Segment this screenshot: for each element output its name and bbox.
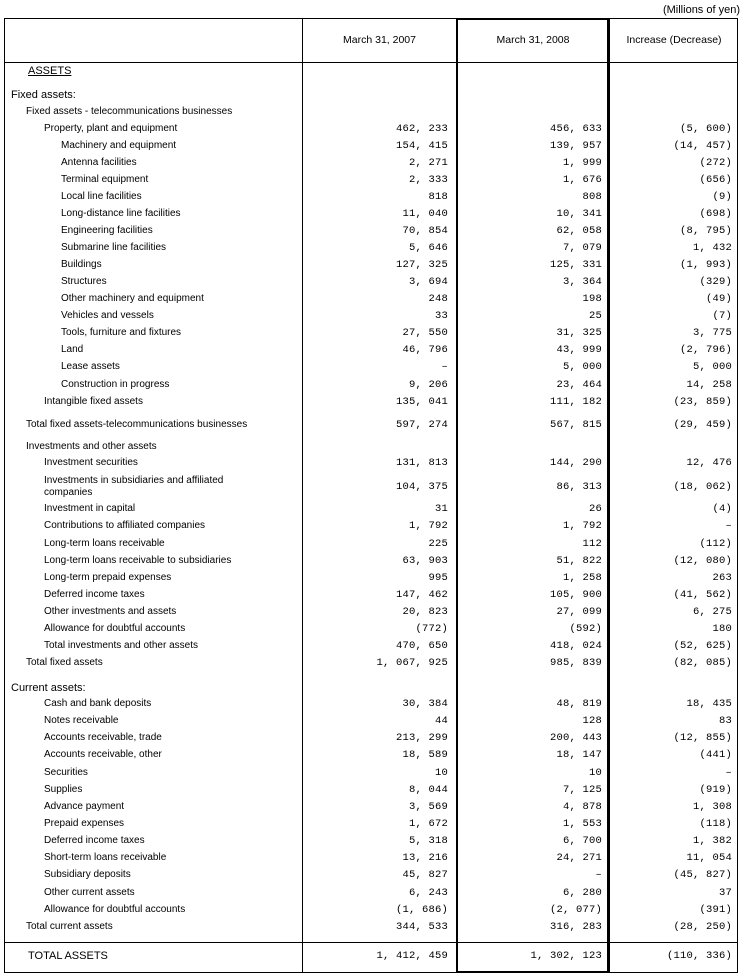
value-march-2008: 4, 878 [562,801,602,813]
table-row [4,657,738,671]
table-row [4,441,738,455]
value-march-2008: 6, 700 [562,835,602,847]
value-march-2008: (2, 077) [549,904,602,916]
table-row [4,715,738,729]
value-increase-decrease: 18, 435 [686,698,732,710]
value-march-2007: 131, 813 [395,457,448,469]
value-march-2007: 63, 903 [402,555,448,567]
row-label: Total investments and other assets [44,640,198,651]
value-march-2007: 30, 384 [402,698,448,710]
value-march-2008: 200, 443 [549,732,602,744]
value-increase-decrease: 1, 432 [692,242,732,254]
value-increase-decrease: (41, 562) [673,589,732,601]
value-march-2007: 225 [428,538,448,550]
table-row [4,503,738,517]
row-label: Buildings [61,259,102,270]
value-march-2007: 10 [434,767,448,779]
table-row [4,852,738,866]
value-march-2008: 316, 283 [549,921,602,933]
value-increase-decrease: (919) [699,784,732,796]
table-row [4,698,738,712]
value-march-2008: 6, 280 [562,887,602,899]
table-row [4,344,738,358]
value-march-2007: 135, 041 [395,396,448,408]
value-increase-decrease: (112) [699,538,732,550]
value-march-2008: 18, 147 [556,749,602,761]
table-row [4,191,738,205]
value-increase-decrease: 83 [718,715,732,727]
table-row [4,732,738,746]
value-march-2007: 127, 325 [395,259,448,271]
value-increase-decrease: – [725,520,732,532]
row-label: Long-term prepaid expenses [44,572,172,583]
row-label: Vehicles and vessels [61,310,154,321]
table-row [4,419,738,433]
value-increase-decrease: (110, 336) [666,950,732,962]
unit-label: (Millions of yen) [662,4,740,16]
value-increase-decrease: (118) [699,818,732,830]
table-row [4,310,738,324]
row-label: Other investments and assets [44,606,177,617]
value-increase-decrease: (45, 827) [673,869,732,881]
table-row [4,572,738,586]
table-row [4,921,738,935]
row-label: Property, plant and equipment [44,123,178,134]
value-march-2007: 8, 044 [408,784,448,796]
value-march-2007: 154, 415 [395,140,448,152]
table-row [4,640,738,654]
value-increase-decrease: 1, 308 [692,801,732,813]
table-row [4,950,738,964]
value-march-2008: 62, 058 [556,225,602,237]
row-label: Short-term loans receivable [44,852,167,863]
value-increase-decrease: (391) [699,904,732,916]
row-label: Allowance for doubtful accounts [44,904,186,915]
row-label: ASSETS [28,65,72,77]
value-increase-decrease: (82, 085) [673,657,732,669]
row-label: Contributions to affiliated companies [44,520,206,531]
value-march-2007: 818 [428,191,448,203]
value-increase-decrease: (12, 855) [673,732,732,744]
value-march-2008: 985, 839 [549,657,602,669]
value-march-2007: 104, 375 [395,481,448,493]
row-label: Allowance for doubtful accounts [44,623,186,634]
row-label: Investments in subsidiaries and affiliated [44,475,224,486]
value-march-2007: 33 [434,310,448,322]
table-row [4,174,738,188]
value-march-2007: 470, 650 [395,640,448,652]
row-label: Fixed assets - telecommunications businesses [26,106,233,117]
value-march-2007: 44 [434,715,448,727]
value-increase-decrease: (698) [699,208,732,220]
row-label: Accounts receivable, other [44,749,162,760]
row-label: Structures [61,276,107,287]
row-label: Investments and other assets [26,441,157,452]
value-increase-decrease: – [725,767,732,779]
value-march-2007: 5, 318 [408,835,448,847]
value-march-2007: 344, 533 [395,921,448,933]
value-march-2008: 27, 099 [556,606,602,618]
table-row [4,475,738,498]
table-row [4,225,738,239]
value-march-2007: 27, 550 [402,327,448,339]
table-row [4,555,738,569]
value-march-2008: 125, 331 [549,259,602,271]
value-march-2008: 86, 313 [556,481,602,493]
value-march-2008: – [595,869,602,881]
value-march-2007: – [441,361,448,373]
value-increase-decrease: 5, 000 [692,361,732,373]
row-label: Investment in capital [44,503,136,514]
row-label: Supplies [44,784,83,795]
header-divider [4,62,738,63]
table-row [4,276,738,290]
value-march-2007: 9, 206 [408,379,448,391]
value-march-2008: 128 [582,715,602,727]
row-label: Local line facilities [61,191,142,202]
value-march-2007: 31 [434,503,448,515]
value-increase-decrease: (8, 795) [679,225,732,237]
table-row [4,869,738,883]
row-label: Long-term loans receivable to subsidiaries [44,555,232,566]
row-label: Intangible fixed assets [44,396,143,407]
value-march-2008: 23, 464 [556,379,602,391]
value-march-2007: 46, 796 [402,344,448,356]
row-label: Terminal equipment [61,174,149,185]
value-march-2007: 248 [428,293,448,305]
row-label: Securities [44,767,88,778]
value-march-2008: 10, 341 [556,208,602,220]
table-row [4,623,738,637]
value-march-2007: 1, 412, 459 [376,950,448,962]
value-march-2007: (1, 686) [395,904,448,916]
value-march-2007: 18, 589 [402,749,448,761]
row-label: Machinery and equipment [61,140,177,151]
row-label: Tools, furniture and fixtures [61,327,182,338]
value-march-2008: 26 [588,503,602,515]
value-march-2008: 1, 999 [562,157,602,169]
table-row [4,379,738,393]
table-row [4,606,738,620]
value-march-2008: 7, 079 [562,242,602,254]
value-march-2007: 213, 299 [395,732,448,744]
value-march-2008: 24, 271 [556,852,602,864]
value-march-2007: 11, 040 [402,208,448,220]
value-march-2007: 2, 271 [408,157,448,169]
table-row [4,904,738,918]
value-increase-decrease: (29, 459) [673,419,732,431]
value-march-2007: (772) [415,623,448,635]
value-march-2008: 105, 900 [549,589,602,601]
table-row [4,327,738,341]
value-increase-decrease: (441) [699,749,732,761]
row-label: Other current assets [44,887,135,898]
table-row [4,242,738,256]
value-increase-decrease: (7) [712,310,732,322]
header-march-2008: March 31, 2008 [496,34,570,46]
row-label: Other machinery and equipment [61,293,204,304]
value-march-2007: 3, 694 [408,276,448,288]
value-march-2007: 597, 274 [395,419,448,431]
value-march-2007: 70, 854 [402,225,448,237]
table-row [4,259,738,273]
row-label: Current assets: [11,682,86,694]
value-march-2008: 43, 999 [556,344,602,356]
value-march-2008: 808 [582,191,602,203]
row-label: Engineering facilities [61,225,153,236]
value-march-2007: 147, 462 [395,589,448,601]
value-march-2008: (592) [569,623,602,635]
table-row [4,520,738,534]
row-label: Construction in progress [61,379,170,390]
table-row [4,589,738,603]
value-march-2008: 1, 676 [562,174,602,186]
table-row [4,682,738,696]
table-row [4,784,738,798]
row-label: Advance payment [44,801,125,812]
value-march-2008: 567, 815 [549,419,602,431]
row-label: Total fixed assets-telecommunications businesses [26,419,248,430]
value-increase-decrease: (23, 859) [673,396,732,408]
total-divider [4,942,738,943]
row-label: Fixed assets: [11,89,76,101]
row-label: Total current assets [26,921,113,932]
value-increase-decrease: (4) [712,503,732,515]
value-march-2007: 20, 823 [402,606,448,618]
table-row [4,749,738,763]
value-march-2007: 3, 569 [408,801,448,813]
table-row [4,361,738,375]
value-march-2007: 13, 216 [402,852,448,864]
table-row [4,140,738,154]
value-increase-decrease: 180 [712,623,732,635]
value-increase-decrease: 11, 054 [686,852,732,864]
value-march-2008: 10 [588,767,602,779]
row-label: Deferred income taxes [44,589,145,600]
row-label: Long-distance line facilities [61,208,181,219]
table-row [4,396,738,410]
table-row [4,538,738,552]
table-row [4,887,738,901]
value-march-2008: 7, 125 [562,784,602,796]
value-march-2008: 51, 822 [556,555,602,567]
value-march-2008: 25 [588,310,602,322]
value-march-2008: 1, 258 [562,572,602,584]
table-row [4,208,738,222]
value-increase-decrease: 263 [712,572,732,584]
value-march-2008: 111, 182 [549,396,602,408]
value-march-2008: 31, 325 [556,327,602,339]
table-row [4,65,738,79]
value-increase-decrease: (52, 625) [673,640,732,652]
value-increase-decrease: (329) [699,276,732,288]
row-label: TOTAL ASSETS [28,950,108,962]
value-increase-decrease: (656) [699,174,732,186]
table-row [4,106,738,120]
table-row [4,835,738,849]
row-label: Antenna facilities [61,157,137,168]
value-march-2008: 112 [582,538,602,550]
value-increase-decrease: (28, 250) [673,921,732,933]
value-march-2008: 456, 633 [549,123,602,135]
table-row [4,457,738,471]
row-label: Cash and bank deposits [44,698,152,709]
row-label: Deferred income taxes [44,835,145,846]
row-label: Land [61,344,84,355]
value-increase-decrease: 37 [718,887,732,899]
value-march-2007: 462, 233 [395,123,448,135]
table-row [4,89,738,103]
value-march-2007: 6, 243 [408,887,448,899]
row-label: Accounts receivable, trade [44,732,162,743]
value-march-2008: 3, 364 [562,276,602,288]
value-increase-decrease: 3, 775 [692,327,732,339]
row-label-continued: companies [44,487,93,498]
value-increase-decrease: (1, 993) [679,259,732,271]
value-increase-decrease: 12, 476 [686,457,732,469]
value-march-2008: 1, 792 [562,520,602,532]
table-row [4,157,738,171]
row-label: Submarine line facilities [61,242,167,253]
value-march-2008: 139, 957 [549,140,602,152]
value-increase-decrease: 1, 382 [692,835,732,847]
value-increase-decrease: (5, 600) [679,123,732,135]
row-label: Total fixed assets [26,657,103,668]
header-march-2007: March 31, 2007 [343,34,416,46]
value-march-2008: 144, 290 [549,457,602,469]
table-row [4,767,738,781]
value-increase-decrease: 14, 258 [686,379,732,391]
header-increase-decrease: Increase (Decrease) [626,34,722,46]
value-march-2008: 1, 302, 123 [530,950,602,962]
table-row [4,293,738,307]
table-row [4,801,738,815]
table-row [4,818,738,832]
value-march-2007: 995 [428,572,448,584]
row-label: Investment securities [44,457,138,468]
row-label: Subsidiary deposits [44,869,131,880]
value-march-2007: 1, 792 [408,520,448,532]
value-march-2008: 5, 000 [562,361,602,373]
row-label: Long-term loans receivable [44,538,165,549]
value-increase-decrease: (18, 062) [673,481,732,493]
value-increase-decrease: (49) [705,293,732,305]
value-increase-decrease: (272) [699,157,732,169]
value-march-2007: 2, 333 [408,174,448,186]
value-increase-decrease: (12, 080) [673,555,732,567]
value-increase-decrease: (2, 796) [679,344,732,356]
value-march-2008: 418, 024 [549,640,602,652]
value-increase-decrease: (14, 457) [673,140,732,152]
value-increase-decrease: (9) [712,191,732,203]
value-march-2008: 1, 553 [562,818,602,830]
table-row [4,123,738,137]
row-label: Lease assets [61,361,120,372]
value-march-2007: 45, 827 [402,869,448,881]
value-march-2008: 198 [582,293,602,305]
value-march-2007: 5, 646 [408,242,448,254]
value-march-2008: 48, 819 [556,698,602,710]
value-march-2007: 1, 672 [408,818,448,830]
row-label: Notes receivable [44,715,119,726]
value-increase-decrease: 6, 275 [692,606,732,618]
value-march-2007: 1, 067, 925 [376,657,448,669]
row-label: Prepaid expenses [44,818,125,829]
